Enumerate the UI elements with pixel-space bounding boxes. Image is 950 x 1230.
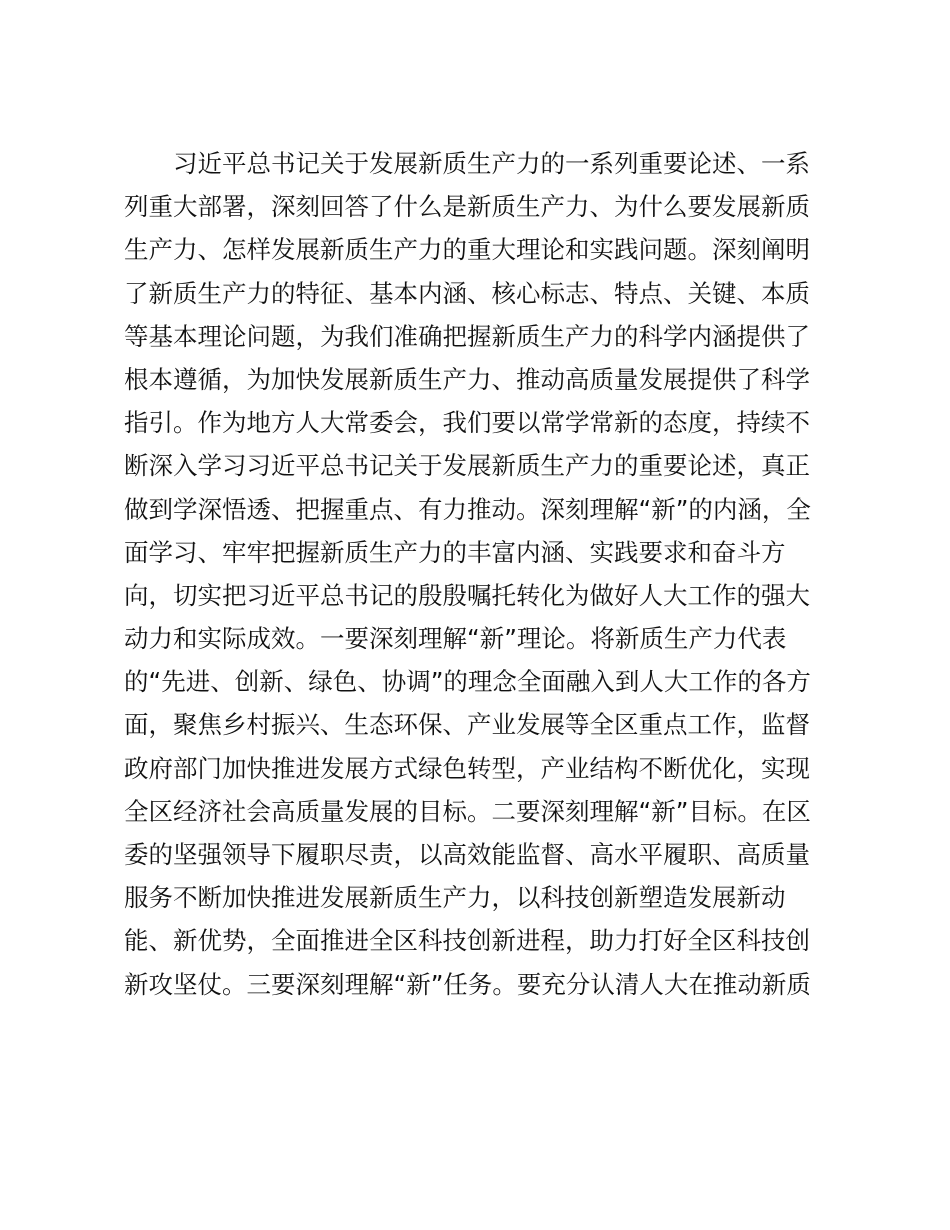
text-line: 了新质生产力的特征、基本内涵、核心标志、特点、关键、本质 <box>124 278 810 308</box>
text-line: 生产力、怎样发展新质生产力的重大理论和实践问题。深刻阐明 <box>124 235 810 265</box>
text-line: 向，切实把习近平总书记的殷殷嘱托转化为做好人大工作的强大 <box>124 580 810 610</box>
text-line: 面学习、牢牢把握新质生产力的丰富内涵、实践要求和奋斗方 <box>124 537 786 567</box>
text-line: 列重大部署，深刻回答了什么是新质生产力、为什么要发展新质 <box>124 192 810 222</box>
text-line: 根本遵循，为加快发展新质生产力、推动高质量发展提供了科学 <box>124 364 810 394</box>
text-line: 委的坚强领导下履职尽责，以高效能监督、高水平履职、高质量 <box>124 840 810 869</box>
text-line: 面，聚焦乡村振兴、生态环保、产业发展等全区重点工作，监督 <box>124 710 810 740</box>
text-line: 的“先进、创新、绿色、协调”的理念全面融入到人大工作的各方 <box>124 667 811 697</box>
text-line: 动力和实际成效。一要深刻理解“新”理论。将新质生产力代表 <box>124 624 787 654</box>
text-line: 全区经济社会高质量发展的目标。二要深刻理解“新”目标。在区 <box>124 796 811 826</box>
text-line: 断深入学习习近平总书记关于发展新质生产力的重要论述，真正 <box>124 451 810 481</box>
text-line: 习近平总书记关于发展新质生产力的一系列重要论述、一系 <box>173 149 810 178</box>
text-line: 做到学深悟透、把握重点、有力推动。深刻理解“新”的内涵，全 <box>124 494 811 524</box>
text-line: 新攻坚仗。三要深刻理解“新”任务。要充分认清人大在推动新质 <box>124 969 811 999</box>
text-line: 等基本理论问题，为我们准确把握新质生产力的科学内涵提供了 <box>124 321 810 351</box>
body-paragraph <box>124 142 824 1006</box>
text-line: 能、新优势，全面推进全区科技创新进程，助力打好全区科技创 <box>124 926 810 956</box>
text-line: 指引。作为地方人大常委会，我们要以常学常新的态度，持续不 <box>124 408 810 438</box>
text-line: 服务不断加快推进发展新质生产力，以科技创新塑造发展新动 <box>124 883 786 913</box>
text-line: 政府部门加快推进发展方式绿色转型，产业结构不断优化，实现 <box>124 753 810 783</box>
